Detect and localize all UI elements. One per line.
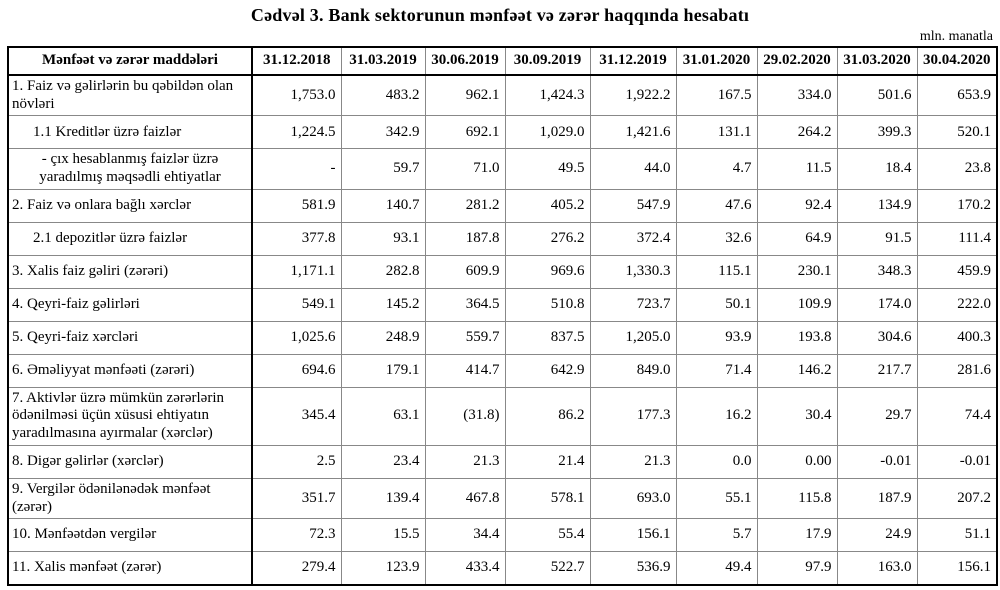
cell-value: -0.01 [917, 445, 997, 478]
cell-value: 342.9 [341, 116, 425, 149]
row-label: 6. Əməliyyat mənfəəti (zərəri) [8, 354, 252, 387]
cell-value: 44.0 [590, 149, 676, 189]
row-label: 9. Vergilər ödənilənədək mənfəət (zərər) [8, 478, 252, 518]
cell-value: 16.2 [676, 387, 757, 445]
table-row [8, 321, 997, 354]
cell-value: 193.8 [757, 321, 837, 354]
cell-value: 97.9 [757, 552, 837, 585]
unit-note: mln. manatla [919, 29, 993, 44]
header-date-column: 31.12.2018 [252, 47, 341, 75]
cell-value: 187.9 [837, 478, 917, 518]
cell-value: 30.4 [757, 387, 837, 445]
cell-value: 156.1 [590, 519, 676, 552]
table-row [8, 354, 997, 387]
table-row [8, 387, 997, 445]
table-row [8, 75, 997, 116]
header-date-column: 31.03.2020 [837, 47, 917, 75]
cell-value: 174.0 [837, 288, 917, 321]
cell-value: -0.01 [837, 445, 917, 478]
cell-value: 115.8 [757, 478, 837, 518]
cell-value: 91.5 [837, 222, 917, 255]
cell-value: 510.8 [505, 288, 590, 321]
cell-value: 345.4 [252, 387, 341, 445]
row-label: 10. Mənfəətdən vergilər [8, 519, 252, 552]
cell-value: 145.2 [341, 288, 425, 321]
cell-value: 559.7 [425, 321, 505, 354]
cell-value: 348.3 [837, 255, 917, 288]
cell-value: 23.8 [917, 149, 997, 189]
row-label: 11. Xalis mənfəət (zərər) [8, 552, 252, 585]
cell-value: 1,205.0 [590, 321, 676, 354]
cell-value: 29.7 [837, 387, 917, 445]
cell-value: 63.1 [341, 387, 425, 445]
cell-value: 578.1 [505, 478, 590, 518]
cell-value: 281.2 [425, 189, 505, 222]
cell-value: 207.2 [917, 478, 997, 518]
table-row [8, 445, 997, 478]
cell-value: 24.9 [837, 519, 917, 552]
cell-value: 15.5 [341, 519, 425, 552]
cell-value: 74.4 [917, 387, 997, 445]
cell-value: 18.4 [837, 149, 917, 189]
cell-value: 0.0 [676, 445, 757, 478]
cell-value: 134.9 [837, 189, 917, 222]
row-label: 7. Aktivlər üzrə mümkün zərərlərin ödənilməsi üçün xüsusi ehtiyatın yaradılmasına ayırmalar (xərclər) [8, 387, 252, 445]
table-row [8, 478, 997, 518]
row-label: 3. Xalis faiz gəliri (zərəri) [8, 255, 252, 288]
cell-value: 1,421.6 [590, 116, 676, 149]
cell-value: 156.1 [917, 552, 997, 585]
cell-value: 177.3 [590, 387, 676, 445]
cell-value: 72.3 [252, 519, 341, 552]
cell-value: 581.9 [252, 189, 341, 222]
profit-loss-table [7, 46, 998, 586]
table-row [8, 552, 997, 585]
row-label: 1. Faiz və gəlirlərin bu qəbildən olan növləri [8, 75, 252, 116]
cell-value: 111.4 [917, 222, 997, 255]
cell-value: 55.4 [505, 519, 590, 552]
table-row [8, 222, 997, 255]
row-label: 5. Qeyri-faiz xərcləri [8, 321, 252, 354]
cell-value: 399.3 [837, 116, 917, 149]
cell-value: 849.0 [590, 354, 676, 387]
cell-value: 21.3 [590, 445, 676, 478]
cell-value: 50.1 [676, 288, 757, 321]
row-label: 2.1 depozitlər üzrə faizlər [8, 222, 252, 255]
cell-value: - [252, 149, 341, 189]
cell-value: 334.0 [757, 75, 837, 116]
cell-value: 179.1 [341, 354, 425, 387]
cell-value: 459.9 [917, 255, 997, 288]
cell-value: 483.2 [341, 75, 425, 116]
header-row [8, 47, 997, 75]
cell-value: 51.1 [917, 519, 997, 552]
cell-value: 414.7 [425, 354, 505, 387]
table-row [8, 255, 997, 288]
cell-value: 304.6 [837, 321, 917, 354]
cell-value: 4.7 [676, 149, 757, 189]
cell-value: 11.5 [757, 149, 837, 189]
cell-value: 377.8 [252, 222, 341, 255]
cell-value: 1,753.0 [252, 75, 341, 116]
cell-value: 5.7 [676, 519, 757, 552]
header-date-column: 30.09.2019 [505, 47, 590, 75]
cell-value: 139.4 [341, 478, 425, 518]
cell-value: 1,029.0 [505, 116, 590, 149]
cell-value: 969.6 [505, 255, 590, 288]
cell-value: 693.0 [590, 478, 676, 518]
cell-value: 86.2 [505, 387, 590, 445]
cell-value: 140.7 [341, 189, 425, 222]
table-row [8, 116, 997, 149]
cell-value: 536.9 [590, 552, 676, 585]
cell-value: 93.9 [676, 321, 757, 354]
cell-value: 276.2 [505, 222, 590, 255]
cell-value: 23.4 [341, 445, 425, 478]
cell-value: 400.3 [917, 321, 997, 354]
cell-value: 32.6 [676, 222, 757, 255]
cell-value: 0.00 [757, 445, 837, 478]
cell-value: 2.5 [252, 445, 341, 478]
cell-value: 248.9 [341, 321, 425, 354]
table-row [8, 189, 997, 222]
cell-value: 21.3 [425, 445, 505, 478]
cell-value: 17.9 [757, 519, 837, 552]
cell-value: 694.6 [252, 354, 341, 387]
cell-value: 71.0 [425, 149, 505, 189]
cell-value: 109.9 [757, 288, 837, 321]
cell-value: 49.5 [505, 149, 590, 189]
cell-value: 547.9 [590, 189, 676, 222]
cell-value: 222.0 [917, 288, 997, 321]
cell-value: 372.4 [590, 222, 676, 255]
cell-value: 146.2 [757, 354, 837, 387]
page-title: Cədvəl 3. Bank sektorunun mənfəət və zərər haqqında hesabatı [250, 5, 750, 25]
cell-value: 187.8 [425, 222, 505, 255]
row-label: 2. Faiz və onlara bağlı xərclər [8, 189, 252, 222]
cell-value: 279.4 [252, 552, 341, 585]
cell-value: 467.8 [425, 478, 505, 518]
cell-value: 1,224.5 [252, 116, 341, 149]
cell-value: (31.8) [425, 387, 505, 445]
row-label: - çıx hesablanmış faizlər üzrə yaradılmış məqsədli ehtiyatlar [8, 149, 252, 189]
header-date-column: 30.06.2019 [425, 47, 505, 75]
cell-value: 433.4 [425, 552, 505, 585]
cell-value: 1,025.6 [252, 321, 341, 354]
cell-value: 1,171.1 [252, 255, 341, 288]
cell-value: 692.1 [425, 116, 505, 149]
cell-value: 609.9 [425, 255, 505, 288]
cell-value: 71.4 [676, 354, 757, 387]
cell-value: 34.4 [425, 519, 505, 552]
cell-value: 115.1 [676, 255, 757, 288]
row-label: 1.1 Kreditlər üzrə faizlər [8, 116, 252, 149]
cell-value: 93.1 [341, 222, 425, 255]
cell-value: 723.7 [590, 288, 676, 321]
table-row [8, 519, 997, 552]
header-date-column: 31.03.2019 [341, 47, 425, 75]
cell-value: 364.5 [425, 288, 505, 321]
header-items-label: Mənfəət və zərər maddələri [8, 47, 252, 75]
cell-value: 1,424.3 [505, 75, 590, 116]
cell-value: 282.8 [341, 255, 425, 288]
table-row [8, 149, 997, 189]
cell-value: 170.2 [917, 189, 997, 222]
header-date-column: 30.04.2020 [917, 47, 997, 75]
row-label: 8. Digər gəlirlər (xərclər) [8, 445, 252, 478]
cell-value: 131.1 [676, 116, 757, 149]
cell-value: 92.4 [757, 189, 837, 222]
cell-value: 230.1 [757, 255, 837, 288]
cell-value: 55.1 [676, 478, 757, 518]
cell-value: 1,922.2 [590, 75, 676, 116]
cell-value: 64.9 [757, 222, 837, 255]
cell-value: 549.1 [252, 288, 341, 321]
cell-value: 501.6 [837, 75, 917, 116]
cell-value: 167.5 [676, 75, 757, 116]
cell-value: 520.1 [917, 116, 997, 149]
row-label: 4. Qeyri-faiz gəlirləri [8, 288, 252, 321]
cell-value: 522.7 [505, 552, 590, 585]
cell-value: 217.7 [837, 354, 917, 387]
cell-value: 1,330.3 [590, 255, 676, 288]
cell-value: 59.7 [341, 149, 425, 189]
cell-value: 264.2 [757, 116, 837, 149]
cell-value: 351.7 [252, 478, 341, 518]
cell-value: 962.1 [425, 75, 505, 116]
table-row [8, 288, 997, 321]
header-date-column: 31.01.2020 [676, 47, 757, 75]
cell-value: 123.9 [341, 552, 425, 585]
cell-value: 21.4 [505, 445, 590, 478]
cell-value: 281.6 [917, 354, 997, 387]
cell-value: 163.0 [837, 552, 917, 585]
cell-value: 47.6 [676, 189, 757, 222]
cell-value: 653.9 [917, 75, 997, 116]
cell-value: 837.5 [505, 321, 590, 354]
cell-value: 642.9 [505, 354, 590, 387]
cell-value: 49.4 [676, 552, 757, 585]
header-date-column: 31.12.2019 [590, 47, 676, 75]
header-date-column: 29.02.2020 [757, 47, 837, 75]
cell-value: 405.2 [505, 189, 590, 222]
